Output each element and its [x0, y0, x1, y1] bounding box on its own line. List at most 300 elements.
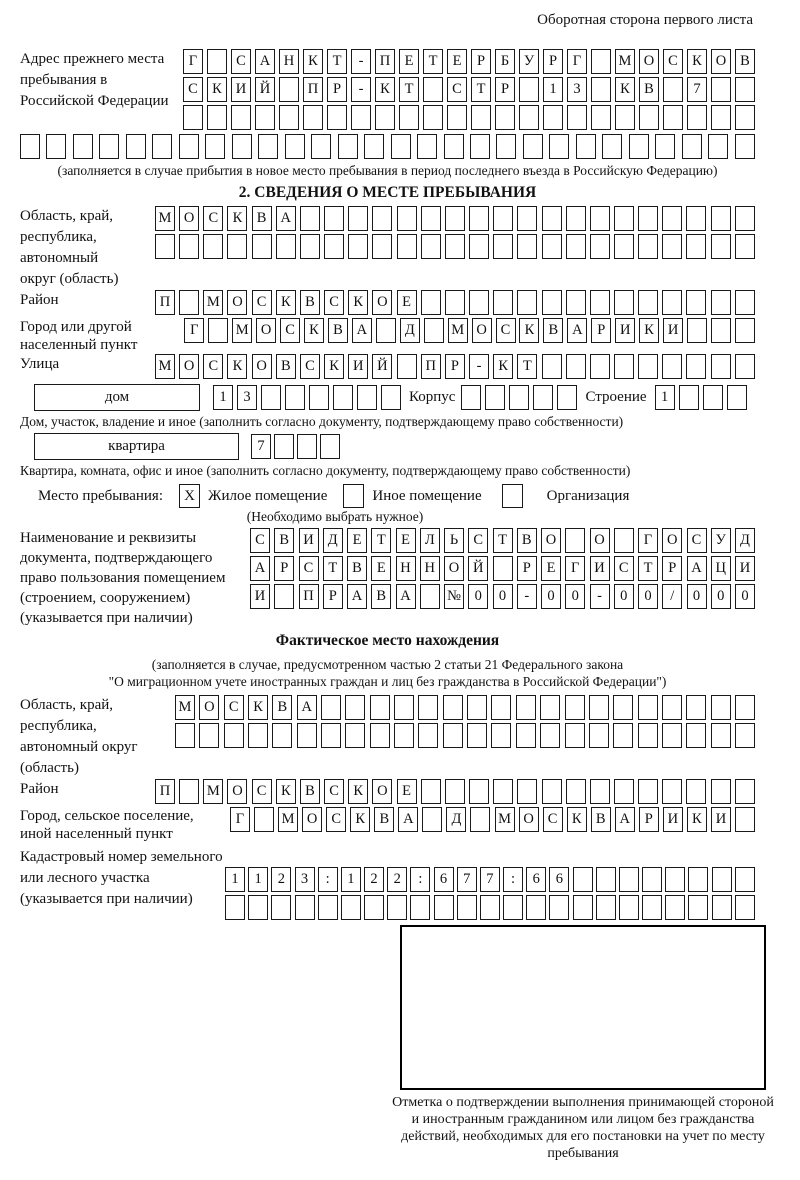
char-cell	[614, 290, 634, 315]
char-cell: Й	[468, 556, 488, 581]
char-cell: 0	[638, 584, 658, 609]
char-cell: И	[348, 354, 368, 379]
char-cell	[348, 206, 368, 231]
char-cell	[493, 290, 513, 315]
char-cell	[493, 206, 513, 231]
char-cell	[665, 895, 685, 920]
char-cell: Е	[447, 49, 467, 74]
char-cell	[679, 385, 699, 410]
char-cell	[252, 234, 272, 259]
char-cell	[711, 779, 731, 804]
char-cell	[348, 234, 368, 259]
actual-location-caption-2: "О миграционном учете иностранных граждан и лиц без гражданства в Российской Федерации")	[108, 674, 667, 689]
char-cell: И	[663, 807, 683, 832]
char-cell: Л	[420, 528, 440, 553]
char-cell: О	[302, 807, 322, 832]
char-cell: О	[252, 354, 272, 379]
char-cell	[496, 134, 516, 159]
char-cell: М	[278, 807, 298, 832]
char-cell: С	[252, 290, 272, 315]
char-cell	[179, 290, 199, 315]
char-cell: О	[199, 695, 219, 720]
char-cell	[272, 723, 292, 748]
char-cell: С	[468, 528, 488, 553]
char-cell	[663, 105, 683, 130]
char-cell	[638, 290, 658, 315]
char-cell	[517, 206, 537, 231]
char-cell: Б	[495, 49, 515, 74]
char-cell: Т	[423, 49, 443, 74]
apartment-cells	[251, 434, 340, 459]
char-cell: К	[276, 290, 296, 315]
char-cell	[711, 354, 731, 379]
char-cell: М	[175, 695, 195, 720]
char-cell: А	[687, 556, 707, 581]
char-cell: 1	[543, 77, 563, 102]
char-cell	[258, 134, 278, 159]
char-cell: Д	[400, 318, 420, 343]
char-cell: 0	[614, 584, 634, 609]
char-cell: 0	[468, 584, 488, 609]
char-cell	[735, 895, 755, 920]
checkbox-residential[interactable]: X	[179, 484, 200, 508]
char-cell	[421, 234, 441, 259]
char-cell	[248, 723, 268, 748]
char-cell	[410, 895, 430, 920]
char-cell	[591, 77, 611, 102]
korpus-label: Корпус	[409, 389, 456, 405]
checkbox-other-premises[interactable]	[343, 484, 364, 508]
char-cell: Р	[639, 807, 659, 832]
char-cell	[662, 723, 682, 748]
char-cell: К	[615, 77, 635, 102]
char-cell: К	[303, 49, 323, 74]
stroenie-cells	[655, 385, 747, 410]
char-cell	[444, 134, 464, 159]
char-cell	[688, 867, 708, 892]
char-cell	[207, 49, 227, 74]
char-cell	[549, 895, 569, 920]
char-cell: 0	[565, 584, 585, 609]
char-cell	[686, 723, 706, 748]
char-cell	[422, 807, 442, 832]
char-cell	[711, 290, 731, 315]
char-cell	[711, 695, 731, 720]
char-cell: 2	[387, 867, 407, 892]
char-cell	[619, 867, 639, 892]
char-cell	[517, 779, 537, 804]
option-residential-label: Жилое помещение	[208, 487, 328, 504]
char-cell	[596, 895, 616, 920]
char-cell	[311, 134, 331, 159]
char-cell: А	[615, 807, 635, 832]
char-cell: О	[179, 354, 199, 379]
street-cells	[155, 354, 755, 379]
char-cell	[231, 105, 251, 130]
actual-district-cells	[155, 779, 755, 804]
char-cell: Г	[183, 49, 203, 74]
char-cell	[613, 723, 633, 748]
char-cell: :	[318, 867, 338, 892]
char-cell: В	[274, 528, 294, 553]
stay-type-label: Место пребывания:	[38, 487, 163, 504]
char-cell	[614, 779, 634, 804]
char-cell: Р	[495, 77, 515, 102]
char-cell	[686, 779, 706, 804]
char-cell: 3	[295, 867, 315, 892]
region-cells-1	[155, 206, 755, 231]
option-organization-label: Организация	[546, 487, 630, 504]
char-cell	[309, 385, 329, 410]
char-cell	[565, 723, 585, 748]
char-cell: Р	[274, 556, 294, 581]
char-cell	[372, 234, 392, 259]
char-cell	[376, 318, 396, 343]
actual-location-title: Фактическое место нахождения	[275, 632, 500, 649]
char-cell	[638, 695, 658, 720]
char-cell	[686, 290, 706, 315]
char-cell: М	[203, 290, 223, 315]
char-cell	[735, 134, 755, 159]
char-cell: Т	[371, 528, 391, 553]
char-cell: К	[227, 354, 247, 379]
cadastre-cells-1	[225, 867, 755, 892]
char-cell	[469, 779, 489, 804]
char-cell	[517, 290, 537, 315]
char-cell	[591, 49, 611, 74]
char-cell: Д	[735, 528, 755, 553]
house-caption: Дом, участок, владение и иное (заполнить согласно документу, подтверждающему право собственности)	[20, 414, 624, 429]
char-cell	[46, 134, 66, 159]
char-cell: С	[324, 779, 344, 804]
char-cell	[391, 134, 411, 159]
char-cell: Е	[397, 779, 417, 804]
char-cell	[540, 695, 560, 720]
char-cell: К	[324, 354, 344, 379]
char-cell	[207, 105, 227, 130]
char-cell	[421, 290, 441, 315]
char-cell	[467, 723, 487, 748]
char-cell: В	[347, 556, 367, 581]
char-cell: О	[179, 206, 199, 231]
char-cell: В	[543, 318, 563, 343]
char-cell	[735, 354, 755, 379]
char-cell	[420, 584, 440, 609]
prev-address-cells	[183, 49, 755, 133]
char-cell	[542, 779, 562, 804]
char-cell	[682, 134, 702, 159]
char-cell	[576, 134, 596, 159]
char-cell: И	[299, 528, 319, 553]
char-cell: Р	[323, 584, 343, 609]
char-cell: Р	[327, 77, 347, 102]
char-cell	[447, 105, 467, 130]
char-cell: М	[155, 206, 175, 231]
char-cell	[517, 234, 537, 259]
char-cell: Т	[323, 556, 343, 581]
char-cell	[662, 206, 682, 231]
char-cell	[424, 318, 444, 343]
prev-address-row-2	[183, 77, 755, 102]
char-cell: О	[711, 49, 731, 74]
char-cell: А	[250, 556, 270, 581]
char-cell	[590, 354, 610, 379]
char-cell: Т	[517, 354, 537, 379]
region-label: Область, край, республика, автономный округ (область)	[20, 208, 119, 287]
char-cell	[662, 695, 682, 720]
char-cell: Н	[279, 49, 299, 74]
char-cell: Е	[396, 528, 416, 553]
char-cell: О	[662, 528, 682, 553]
char-cell	[638, 206, 658, 231]
char-cell	[320, 434, 340, 459]
char-cell	[495, 105, 515, 130]
char-cell	[703, 385, 723, 410]
document-block	[20, 528, 755, 628]
char-cell: Г	[230, 807, 250, 832]
char-cell: К	[207, 77, 227, 102]
char-cell	[638, 723, 658, 748]
char-cell: М	[203, 779, 223, 804]
char-cell	[397, 354, 417, 379]
char-cell	[542, 354, 562, 379]
char-cell: Н	[420, 556, 440, 581]
char-cell	[303, 105, 323, 130]
char-cell	[686, 234, 706, 259]
char-cell: Р	[543, 49, 563, 74]
char-cell: С	[183, 77, 203, 102]
char-cell: К	[567, 807, 587, 832]
char-cell: Ц	[711, 556, 731, 581]
char-cell: К	[348, 290, 368, 315]
street-row	[20, 354, 755, 382]
char-cell: В	[639, 77, 659, 102]
char-cell: 0	[493, 584, 513, 609]
char-cell	[457, 895, 477, 920]
char-cell: О	[590, 528, 610, 553]
checkbox-organization[interactable]	[502, 484, 523, 508]
actual-city-cells	[230, 807, 755, 832]
char-cell	[735, 234, 755, 259]
char-cell	[155, 234, 175, 259]
char-cell: 2	[364, 867, 384, 892]
char-cell	[394, 723, 414, 748]
char-cell: В	[517, 528, 537, 553]
char-cell	[470, 134, 490, 159]
char-cell: П	[155, 779, 175, 804]
char-cell	[493, 556, 513, 581]
char-cell: В	[374, 807, 394, 832]
char-cell: Й	[372, 354, 392, 379]
char-cell	[232, 134, 252, 159]
prev-address-block	[20, 49, 755, 133]
char-cell: С	[543, 807, 563, 832]
char-cell: К	[639, 318, 659, 343]
char-cell	[735, 695, 755, 720]
char-cell	[708, 134, 728, 159]
char-cell: Г	[567, 49, 587, 74]
char-cell	[638, 779, 658, 804]
char-cell	[686, 354, 706, 379]
char-cell: С	[203, 354, 223, 379]
char-cell	[735, 318, 755, 343]
char-cell: 2	[271, 867, 291, 892]
char-cell	[445, 234, 465, 259]
char-cell: Р	[471, 49, 491, 74]
char-cell	[205, 134, 225, 159]
char-cell	[274, 584, 294, 609]
char-cell	[557, 385, 577, 410]
actual-location-caption-1: (заполняется в случае, предусмотренном частью 2 статьи 21 Федерального закона	[151, 657, 624, 672]
char-cell	[542, 290, 562, 315]
char-cell: К	[375, 77, 395, 102]
char-cell	[372, 206, 392, 231]
char-cell: П	[303, 77, 323, 102]
char-cell: С	[614, 556, 634, 581]
char-cell	[224, 723, 244, 748]
char-cell	[387, 895, 407, 920]
char-cell	[179, 134, 199, 159]
char-cell: К	[348, 779, 368, 804]
char-cell: О	[372, 779, 392, 804]
char-cell: 0	[735, 584, 755, 609]
char-cell	[523, 134, 543, 159]
char-cell	[712, 895, 732, 920]
char-cell	[324, 234, 344, 259]
char-cell: В	[328, 318, 348, 343]
char-cell: С	[687, 528, 707, 553]
char-cell: И	[711, 807, 731, 832]
char-cell: У	[711, 528, 731, 553]
char-cell: С	[324, 290, 344, 315]
char-cell	[662, 290, 682, 315]
char-cell: И	[590, 556, 610, 581]
char-cell: Г	[565, 556, 585, 581]
stay-type-caption: (Необходимо выбрать нужное)	[246, 509, 424, 524]
char-cell: К	[276, 779, 296, 804]
char-cell: О	[227, 779, 247, 804]
char-cell	[152, 134, 172, 159]
char-cell	[469, 206, 489, 231]
apartment-box-label: квартира	[34, 433, 239, 460]
char-cell	[469, 234, 489, 259]
char-cell	[614, 234, 634, 259]
char-cell	[279, 77, 299, 102]
confirmation-mark-caption: Отметка о подтверждении выполнения принимающей стороной и иностранным гражданином или лицом без гражданства действий, необходимых для его постановки на учет по месту пребывания	[392, 1095, 774, 1161]
stroenie-label: Строение	[585, 389, 647, 405]
char-cell	[491, 723, 511, 748]
char-cell: С	[299, 556, 319, 581]
char-cell: -	[351, 49, 371, 74]
char-cell: 7	[687, 77, 707, 102]
char-cell: 3	[237, 385, 257, 410]
char-cell	[99, 134, 119, 159]
char-cell: С	[203, 206, 223, 231]
char-cell	[566, 206, 586, 231]
char-cell	[662, 234, 682, 259]
char-cell	[345, 723, 365, 748]
char-cell: Е	[397, 290, 417, 315]
char-cell: Ь	[444, 528, 464, 553]
house-cells	[213, 385, 401, 410]
actual-district-label: Район	[20, 781, 59, 797]
char-cell: Т	[638, 556, 658, 581]
char-cell: -	[517, 584, 537, 609]
char-cell	[565, 695, 585, 720]
district-cells	[155, 290, 755, 315]
char-cell: Д	[446, 807, 466, 832]
char-cell	[179, 779, 199, 804]
char-cell: В	[371, 584, 391, 609]
char-cell	[254, 807, 274, 832]
cadastre-label: Кадастровый номер земельного или лесного участка (указывается при наличии)	[20, 849, 223, 907]
char-cell	[225, 895, 245, 920]
char-cell: 0	[711, 584, 731, 609]
actual-region-cells-1	[175, 695, 755, 720]
char-cell: И	[615, 318, 635, 343]
char-cell	[619, 895, 639, 920]
char-cell	[503, 895, 523, 920]
char-cell	[686, 206, 706, 231]
char-cell: В	[300, 290, 320, 315]
stay-type-row	[38, 484, 755, 508]
char-cell	[735, 77, 755, 102]
char-cell	[533, 385, 553, 410]
char-cell	[687, 318, 707, 343]
char-cell	[686, 695, 706, 720]
char-cell	[20, 134, 40, 159]
char-cell: М	[495, 807, 515, 832]
city-cells	[184, 318, 755, 343]
char-cell	[364, 895, 384, 920]
char-cell	[493, 234, 513, 259]
char-cell	[261, 385, 281, 410]
char-cell: 6	[526, 867, 546, 892]
option-other-premises-label: Иное помещение	[372, 487, 482, 504]
confirmation-mark-box	[400, 925, 766, 1090]
char-cell	[480, 895, 500, 920]
char-cell	[589, 723, 609, 748]
char-cell	[602, 134, 622, 159]
char-cell: П	[375, 49, 395, 74]
char-cell	[614, 354, 634, 379]
char-cell: С	[300, 354, 320, 379]
char-cell	[338, 134, 358, 159]
char-cell: М	[615, 49, 635, 74]
char-cell: О	[256, 318, 276, 343]
actual-city-label: Город, сельское поселение, иной населенный пункт	[20, 808, 194, 842]
char-cell: :	[410, 867, 430, 892]
char-cell	[434, 895, 454, 920]
char-cell	[285, 385, 305, 410]
char-cell	[590, 779, 610, 804]
char-cell	[509, 385, 529, 410]
page-header-note: Оборотная сторона первого листа	[537, 12, 753, 28]
char-cell	[589, 695, 609, 720]
char-cell	[418, 723, 438, 748]
char-cell: Г	[184, 318, 204, 343]
actual-region-cells-2	[175, 723, 755, 748]
prev-address-label: Адрес прежнего места пребывания в Российской Федерации	[20, 51, 169, 109]
char-cell	[642, 895, 662, 920]
char-cell: -	[351, 77, 371, 102]
char-cell: 1	[248, 867, 268, 892]
char-cell: В	[252, 206, 272, 231]
char-cell: С	[447, 77, 467, 102]
char-cell	[735, 807, 755, 832]
char-cell: П	[155, 290, 175, 315]
char-cell	[318, 895, 338, 920]
